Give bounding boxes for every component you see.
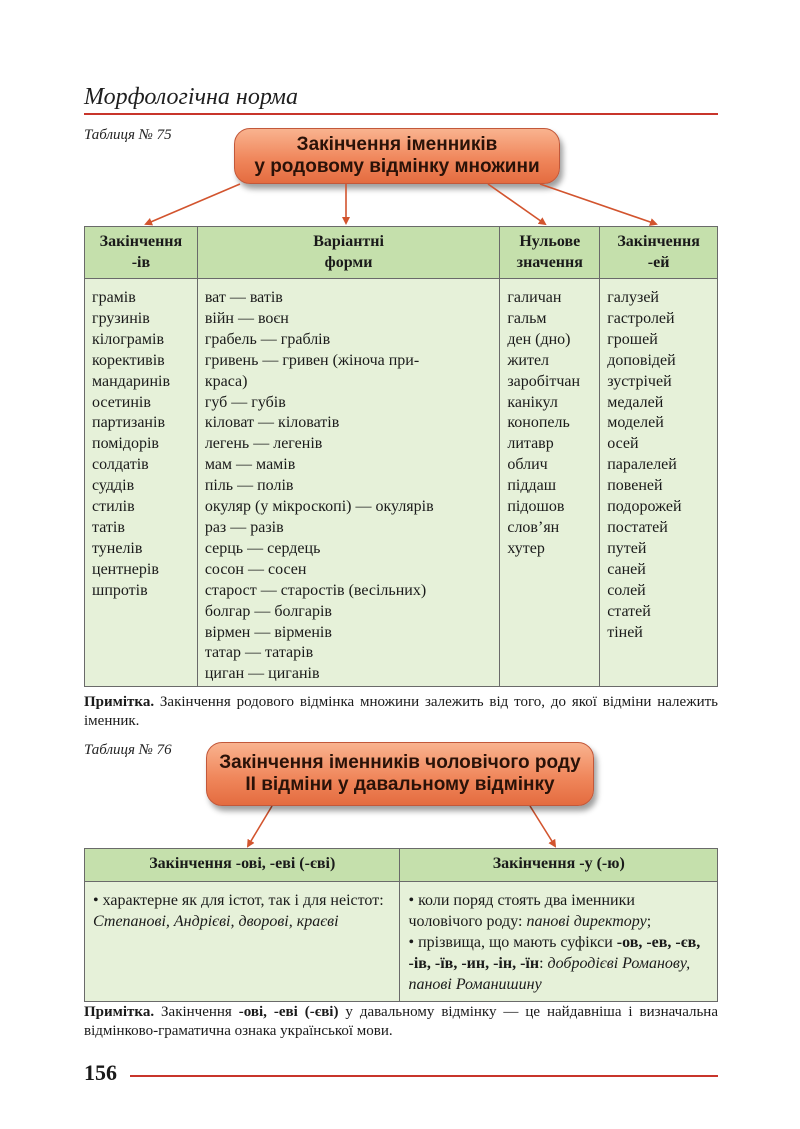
col4-item: путей bbox=[607, 539, 647, 557]
header-col2: Варіантні форми bbox=[197, 227, 500, 279]
col4-item: повеней bbox=[607, 477, 663, 495]
col2-item: краса) bbox=[204, 372, 248, 390]
col4-item: солей bbox=[607, 581, 646, 599]
col4-cell bbox=[600, 279, 718, 687]
arrow-t76-left bbox=[248, 806, 272, 846]
col3-item: галичан bbox=[507, 289, 562, 306]
col1-item: осетинів bbox=[92, 393, 151, 411]
header-u-yu: Закінчення -у (-ю) bbox=[400, 849, 718, 882]
col3-item: хутер bbox=[507, 539, 545, 557]
col4-item: медалей bbox=[607, 393, 664, 411]
bullet-surnames: • прізвища, що мають суфікси -ов, -ев, -єв, -ів, -їв, -ин, -ін, -їн: добродієві Романову, панові Романишину bbox=[408, 934, 701, 993]
col3-item: заробітчан bbox=[507, 372, 581, 390]
col1-cell bbox=[85, 279, 198, 687]
page-number: 156 bbox=[84, 1060, 117, 1085]
col1-item: суддів bbox=[92, 477, 135, 495]
col1-item: грамів bbox=[92, 289, 136, 306]
col3-cell bbox=[500, 279, 600, 687]
arrow-col1 bbox=[146, 184, 240, 224]
bullet-two-nouns: • коли поряд стоять два іменники чоловічого роду: панові директору; bbox=[408, 892, 652, 930]
col4-item: саней bbox=[607, 560, 646, 578]
table-76 bbox=[84, 848, 718, 1002]
col3-item: облич bbox=[507, 456, 548, 474]
col2-item: губ — губів bbox=[204, 393, 286, 411]
col1-item: центнерів bbox=[92, 560, 159, 578]
col1-item: мандаринів bbox=[92, 372, 171, 390]
table-75-note: Примітка. Закінчення родового відмінка множини залежить від того, до якої відміни належить іменник. bbox=[84, 694, 718, 729]
col3-item: жител bbox=[507, 351, 550, 369]
col1-item: тунелів bbox=[92, 539, 143, 557]
section-title: Морфологічна норма bbox=[84, 84, 298, 110]
col4-item: осей bbox=[607, 435, 639, 453]
col4-item: зустрічей bbox=[607, 372, 672, 390]
col4-item: гастролей bbox=[607, 309, 675, 327]
u-yu-cell bbox=[400, 882, 718, 1002]
col1-item: грузинів bbox=[92, 309, 150, 327]
header-col3: Нульове значення bbox=[500, 227, 600, 279]
col2-item: легень — легенів bbox=[204, 435, 323, 453]
col1-item: корективів bbox=[92, 351, 165, 369]
col4-item: паралелей bbox=[607, 456, 677, 474]
col3-item: підошов bbox=[507, 498, 565, 516]
col1-item: помідорів bbox=[92, 435, 159, 453]
col2-item: раз — разів bbox=[204, 518, 284, 536]
col3-item: слов’ян bbox=[507, 518, 560, 536]
arrow-t76-right bbox=[530, 806, 555, 846]
col4-item: тіней bbox=[607, 623, 643, 641]
col2-item: сосон — сосен bbox=[204, 560, 307, 578]
col4-item: постатей bbox=[607, 518, 668, 536]
col2-item: гривень — гривен (жіноча при- bbox=[204, 351, 420, 369]
col1-item: партизанів bbox=[92, 414, 165, 432]
banner-line-1: Закінчення іменників bbox=[296, 134, 498, 155]
col3-item: литавр bbox=[507, 435, 554, 453]
col2-item: війн — воєн bbox=[204, 309, 289, 327]
col1-item: солдатів bbox=[92, 456, 149, 474]
table-75 bbox=[84, 226, 718, 687]
table-76-label: Таблиця № 76 bbox=[84, 742, 172, 758]
col4-item: доповідей bbox=[607, 351, 676, 369]
col2-item: вірмен — вірменів bbox=[204, 623, 332, 641]
col2-item: татар — татарів bbox=[204, 644, 314, 662]
col4-item: моделей bbox=[607, 414, 664, 432]
ovi-evi-cell: • характерне як для істот, так і для неістот: Степанові, Андрієві, дворові, краєві bbox=[85, 882, 400, 1002]
header-ovi-evi: Закінчення -ові, -еві (-єві) bbox=[85, 849, 400, 882]
col2-item: грабель — граблів bbox=[204, 330, 331, 348]
col1-item: стилів bbox=[92, 498, 135, 516]
banner-line-2: у родовому відмінку множини bbox=[254, 156, 540, 177]
col4-item: грошей bbox=[607, 330, 658, 348]
col2-cell bbox=[197, 279, 500, 687]
col2-item: піль — полів bbox=[204, 477, 294, 495]
col4-item: галузей bbox=[607, 289, 659, 306]
col2-item: кіловат — кіловатів bbox=[204, 414, 340, 432]
banner-line-2: ІІ відміни у давальному відмінку bbox=[245, 774, 555, 795]
col3-item: гальм bbox=[507, 309, 547, 327]
header-col1: Закінчення -ів bbox=[85, 227, 198, 279]
arrow-col3 bbox=[488, 184, 545, 224]
col2-item: циган — циганів bbox=[204, 665, 320, 683]
col4-item: статей bbox=[607, 602, 651, 620]
col2-item: ват — ватів bbox=[204, 289, 283, 306]
col2-item: окуляр (у мікроскопі) — окулярів bbox=[204, 498, 434, 516]
col1-item: татів bbox=[92, 518, 125, 536]
table-76-banner bbox=[206, 742, 594, 806]
col2-item: серць — сердець bbox=[204, 539, 321, 557]
col2-item: болгар — болгарів bbox=[204, 602, 332, 620]
banner-line-1: Закінчення іменників чоловічого роду bbox=[219, 752, 581, 773]
table-75-label: Таблиця № 75 bbox=[84, 127, 172, 143]
col1-item: шпротів bbox=[92, 581, 148, 599]
col2-item: старост — старостів (весільних) bbox=[204, 581, 427, 599]
col3-item: канікул bbox=[507, 393, 558, 411]
col3-item: ден (дно) bbox=[507, 330, 571, 348]
col3-item: піддаш bbox=[507, 477, 557, 495]
header-col4: Закінчення -ей bbox=[600, 227, 718, 279]
footer-divider bbox=[130, 1075, 718, 1077]
table-76-note: Примітка. Закінчення -ові, -еві (-єві) у давальному відмінку — це найдавніша і визначальна відмінково-граматична ознака української мови. bbox=[84, 1004, 718, 1039]
col2-item: мам — мамів bbox=[204, 456, 296, 474]
col4-item: подорожей bbox=[607, 498, 682, 516]
arrow-col4 bbox=[540, 184, 656, 224]
col1-item: кілограмів bbox=[92, 330, 164, 348]
col3-item: конопель bbox=[507, 414, 570, 432]
